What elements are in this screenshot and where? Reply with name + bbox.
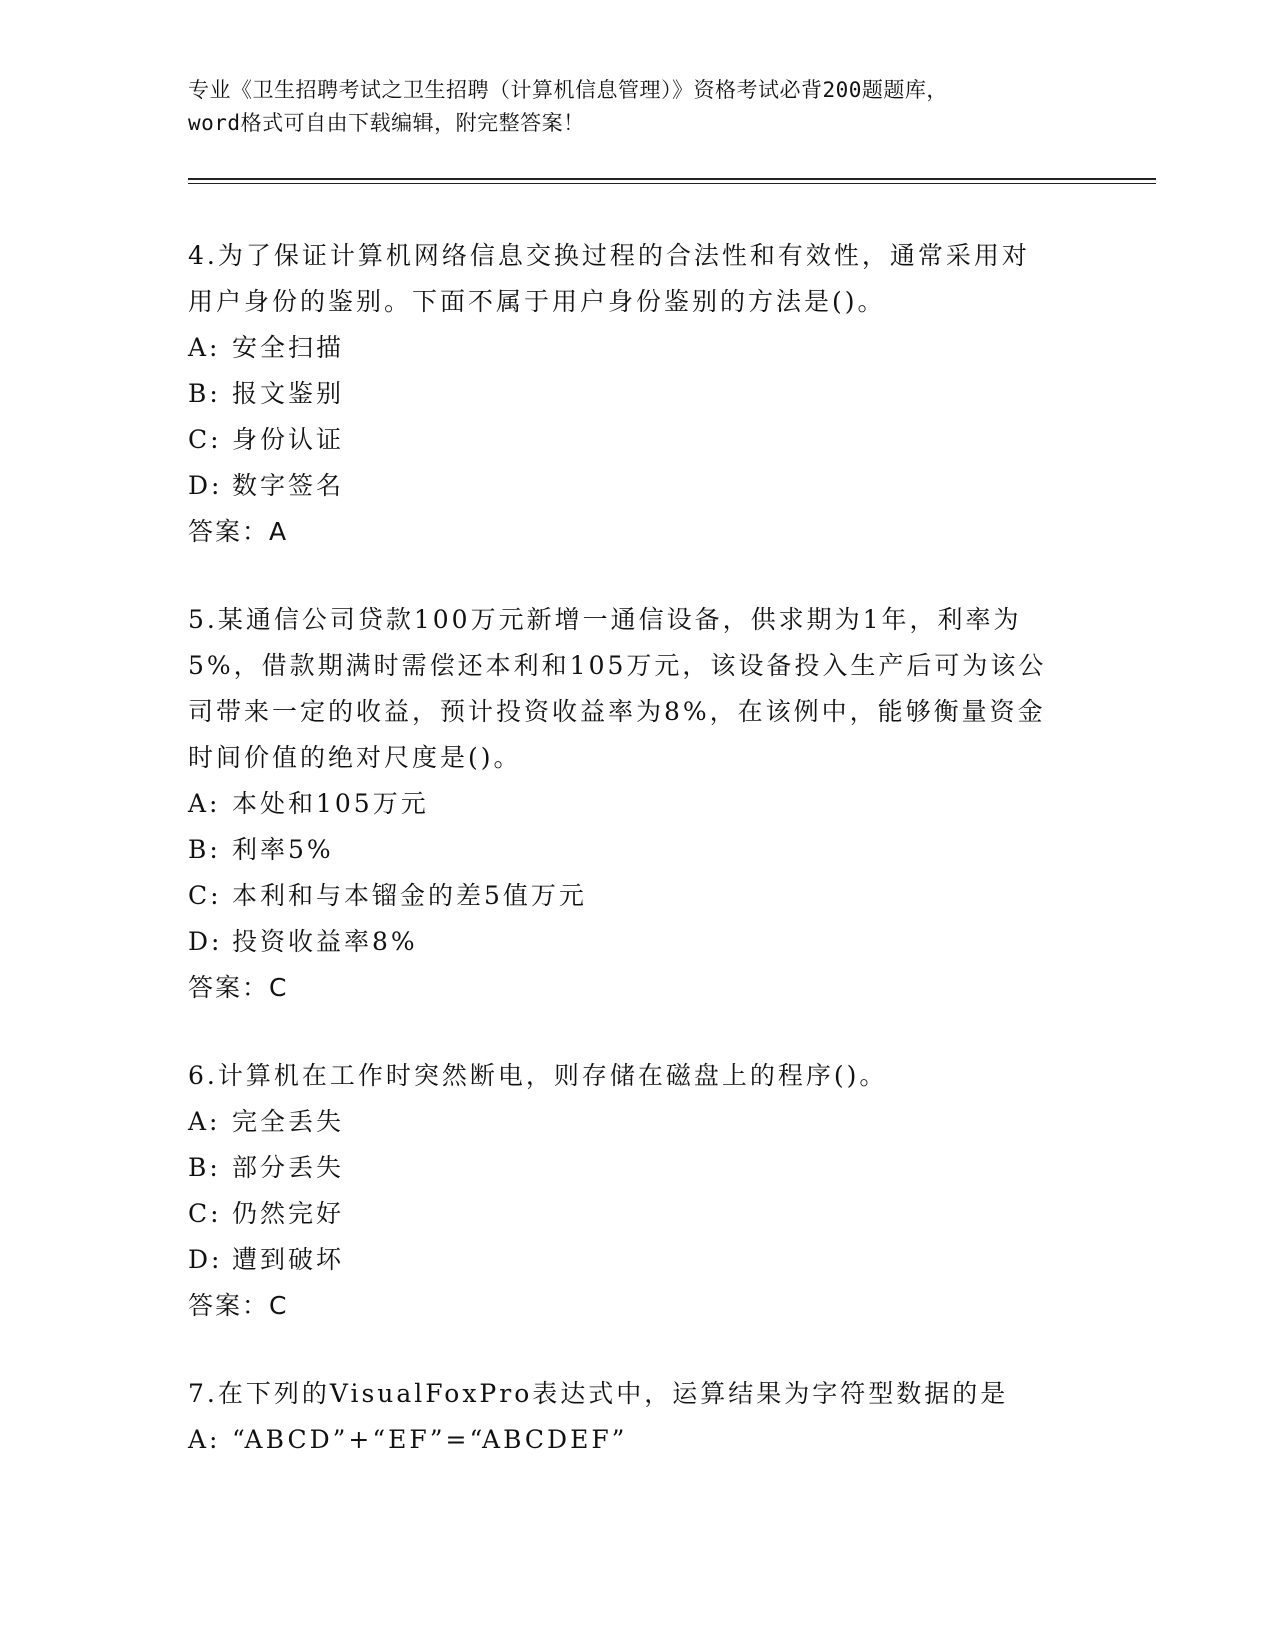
option-text: 本利和与本镏金的差5值万元 xyxy=(232,881,587,910)
answer-option xyxy=(188,873,1088,919)
header-rule-thick xyxy=(188,178,1156,180)
option-key: A: xyxy=(188,1107,221,1136)
answer-option xyxy=(188,1099,1088,1145)
answer-option xyxy=(188,1237,1088,1283)
document-header xyxy=(188,74,1088,140)
option-text: 部分丢失 xyxy=(232,1153,345,1182)
option-key: A: xyxy=(188,789,221,818)
answer-option xyxy=(188,371,1088,417)
option-text: “ABCD”+“EF”=“ABCDEF” xyxy=(232,1425,628,1454)
answer-option xyxy=(188,1417,1088,1463)
option-key: B: xyxy=(188,835,221,864)
question-block xyxy=(188,597,1088,1011)
option-key: B: xyxy=(188,379,221,408)
question-text: 6.计算机在工作时突然断电，则存储在磁盘上的程序()。 xyxy=(188,1061,888,1090)
question-text: 4.为了保证计算机网络信息交换过程的合法性和有效性，通常采用对 xyxy=(188,241,1030,270)
option-text: 遭到破坏 xyxy=(232,1245,345,1274)
question-text: 7.在下列的VisualFoxPro表达式中，运算结果为字符型数据的是 xyxy=(188,1379,1009,1408)
question-block xyxy=(188,1371,1088,1463)
answer-key: 答案：C xyxy=(188,973,289,1002)
option-key: C: xyxy=(188,425,222,454)
answer-key: 答案：C xyxy=(188,1291,289,1320)
option-text: 利率5% xyxy=(232,835,334,864)
header-line-1: 专业《卫生招聘考试之卫生招聘（计算机信息管理）》资格考试必背200题题库， xyxy=(188,78,948,102)
option-key: D: xyxy=(188,927,223,956)
option-text: 数字签名 xyxy=(232,471,345,500)
option-key: D: xyxy=(188,471,223,500)
option-text: 安全扫描 xyxy=(232,333,345,362)
header-rule-thin xyxy=(188,183,1156,184)
answer-option xyxy=(188,781,1088,827)
question-text: 5.某通信公司贷款100万元新增一通信设备，供求期为1年，利率为 xyxy=(188,605,1022,634)
answer-key: 答案：A xyxy=(188,517,289,546)
option-text: 身份认证 xyxy=(232,425,345,454)
answer-option xyxy=(188,1191,1088,1237)
answer-option xyxy=(188,1145,1088,1191)
answer-option xyxy=(188,463,1088,509)
option-text: 投资收益率8% xyxy=(232,927,418,956)
option-key: C: xyxy=(188,1199,222,1228)
option-text: 仍然完好 xyxy=(232,1199,345,1228)
option-text: 本处和105万元 xyxy=(232,789,429,818)
option-text: 完全丢失 xyxy=(232,1107,345,1136)
answer-option xyxy=(188,827,1088,873)
option-key: A: xyxy=(188,1425,221,1454)
option-key: A: xyxy=(188,333,221,362)
question-block xyxy=(188,1053,1088,1329)
question-block xyxy=(188,233,1088,555)
question-list xyxy=(188,233,1088,1505)
question-text: 司带来一定的收益，预计投资收益率为8%，在该例中，能够衡量资金 xyxy=(188,697,1046,726)
answer-option xyxy=(188,325,1088,371)
question-text: 用户身份的鉴别。下面不属于用户身份鉴别的方法是()。 xyxy=(188,287,886,316)
option-key: B: xyxy=(188,1153,221,1182)
header-line-2: word格式可自由下载编辑，附完整答案！ xyxy=(188,111,585,135)
answer-option xyxy=(188,919,1088,965)
question-text: 时间价值的绝对尺度是()。 xyxy=(188,743,522,772)
answer-option xyxy=(188,417,1088,463)
option-key: C: xyxy=(188,881,222,910)
option-key: D: xyxy=(188,1245,223,1274)
question-text: 5%，借款期满时需偿还本利和105万元，该设备投入生产后可为该公 xyxy=(188,651,1047,680)
option-text: 报文鉴别 xyxy=(232,379,345,408)
